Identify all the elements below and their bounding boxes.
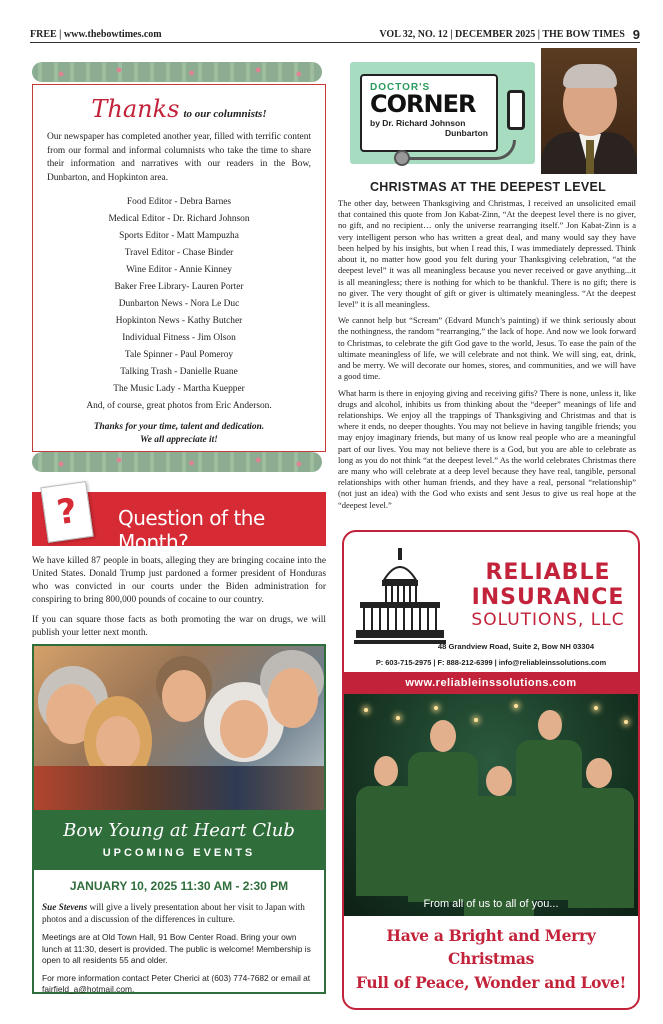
- staff-item: Wine Editor - Annie Kinney: [126, 264, 232, 275]
- article-title: CHRISTMAS AT THE DEEPEST LEVEL: [369, 180, 607, 194]
- insurance-contact: P: 603-715-2975 | F: 888-212-6399 | info@reliableinssolutions.com: [375, 658, 607, 667]
- question-title: Question of the Month?: [118, 506, 265, 554]
- page-header: [30, 26, 640, 42]
- club-speaker-text: will give a lively presentation about her visit to Japan with photos and a discussion of the differences in culture.: [42, 901, 305, 925]
- staff-item: Tale Spinner - Paul Pomeroy: [124, 349, 234, 360]
- article-body: [338, 198, 636, 516]
- staff-item: Sports Editor - Matt Mampuzha: [119, 230, 239, 241]
- doctors-label: DOCTOR'S: [370, 82, 431, 93]
- header-left: FREE | www.thebowtimes.com: [30, 28, 162, 40]
- thanks-title-small: to our columnists!: [183, 108, 267, 120]
- staff-item: Individual Fitness - Jim Olson: [122, 332, 236, 343]
- club-meeting-info: Meetings are at Old Town Hall, 91 Bow Center Road. Bring your own lunch at 11:30, desert is provided. The public is welcome! Membership is open to all residents 55 and older.: [42, 931, 311, 966]
- insurance-ad: [342, 530, 640, 1010]
- club-contact-info: For more information contact Peter Cherici at (603) 774-7682 or email at fairfield_a@hotmail.com.: [42, 972, 311, 995]
- club-ad: [32, 644, 326, 994]
- staff-item: And, of course, great photos from Eric Anderson.: [86, 400, 272, 411]
- team-photo: [344, 694, 638, 916]
- photo-caption: From all of us to all of you...: [423, 898, 559, 910]
- club-name: Bow Young at Heart Club: [63, 820, 295, 841]
- stethoscope-tube: [406, 140, 516, 160]
- question-paragraph: If you can square those facts as both promoting the war on drugs, we will publish your letter next month.: [32, 614, 326, 638]
- staff-item: Travel Editor - Chase Binder: [124, 247, 234, 258]
- staff-item: Talking Trash - Danielle Ruane: [120, 366, 238, 377]
- question-paragraph: We have killed 87 people in boats, alleging they are bringing cocaine into the United States. Donald Trump just pardoned a former president of Honduras who was convicted in our courts under the Biden administration for conspiring to bring 800,000 pounds of cocaine to our country.: [32, 556, 326, 606]
- insurance-address: 48 Grandview Road, Suite 2, Bow NH 03304: [437, 642, 595, 651]
- club-subtitle: UPCOMING EVENTS: [102, 847, 256, 859]
- staff-item: Medical Editor - Dr. Richard Johnson: [108, 213, 250, 224]
- thanks-closing-line-2: We all appreciate it!: [140, 434, 218, 445]
- stethoscope-disk: [394, 150, 410, 166]
- page-number: 9: [632, 26, 640, 42]
- author-portrait: [541, 48, 637, 174]
- staff-item: The Music Lady - Martha Kuepper: [113, 383, 245, 394]
- garland-top: [32, 62, 322, 82]
- staff-list: [47, 194, 311, 415]
- staff-item: Food Editor - Debra Barnes: [126, 196, 232, 207]
- thanks-title-big: Thanks: [91, 95, 180, 123]
- club-photo: [34, 646, 324, 810]
- header-right-group: [379, 27, 640, 42]
- corner-label: CORNER: [370, 90, 476, 118]
- thanks-heading: [47, 95, 311, 123]
- club-speaker-name: Sue Stevens: [42, 901, 88, 912]
- thanks-box: [32, 84, 326, 452]
- holiday-greeting: [344, 924, 638, 994]
- greeting-line-2: Full of Peace, Wonder and Love!: [356, 972, 626, 992]
- club-speaker-paragraph: [42, 901, 316, 926]
- article-paragraph: What harm is there in enjoying giving and receiving gifts? There is none, unless it, like drugs and alcohol, inhibits us from thinking about the “deeper” meanings of life and relationships. We enjoy all the trappings of Thanksgiving and Christmas and that is where it ends, no deeper thoughts. You may not believe in having tangible friends; you may enjoy imaginary friends, but many of us know real people who are a meaningful part of our lives. You may not believe there is a God, but you are able to celebrate as long as you do not think “at the deepest level.” As the world celebrates Christmas there are many who will celebrate at a deep level because they have real, tangible, personal relationships with other human friends, and they have a real, personal “relationship” (not just an idea) with the God who exists and sent Jesus to give us real hope at the “deepest level.”: [338, 387, 636, 510]
- garland-bottom: [32, 452, 322, 472]
- header-right: VOL 32, NO. 12 | DECEMBER 2025 | THE BOW TIMES: [379, 28, 625, 40]
- question-mark-icon: ?: [40, 481, 93, 543]
- thanks-closing-line-1: Thanks for your time, talent and dedication.: [93, 421, 265, 432]
- doctor-byline: by Dr. Richard Johnson: [370, 118, 466, 128]
- brand-line-1: RELIABLE: [485, 560, 611, 585]
- thanks-intro: Our newspaper has completed another year, filled with terrific content from our formal and informal columnists who take the time to share their information and narratives with our readers in the Bow, Dunbarton, and Hopkinton area.: [47, 132, 311, 183]
- thanks-closing: [47, 421, 311, 447]
- doctor-town: Dunbarton: [445, 128, 488, 138]
- stethoscope-icon: [507, 90, 525, 130]
- doctors-corner-logo: [350, 62, 535, 164]
- header-rule: [30, 42, 640, 43]
- brand-line-2: INSURANCE: [471, 585, 625, 610]
- article-paragraph: We cannot help but “Scream” (Edvard Munch’s painting) if we think seriously about the nothingness, the random “rearranging,” the lack of hope. And now we look forward to Christmas, to celebrate the gift God gave to the world, Jesus. To ease the pain of the ultimate meaningless of life, we will celebrate and not think. We will sing, eat, drink, and be merry. We will decorate our homes, stores, and communities, and we will have a good time.: [338, 315, 636, 382]
- staff-item: Dunbarton News - Nora Le Duc: [118, 298, 240, 309]
- club-event-date: JANUARY 10, 2025 11:30 AM - 2:30 PM: [69, 879, 289, 893]
- question-banner: [32, 490, 326, 554]
- club-body: [34, 870, 324, 1010]
- staff-item: Hopkinton News - Kathy Butcher: [115, 315, 243, 326]
- greeting-line-1: Have a Bright and Merry Christmas: [386, 926, 596, 969]
- insurance-brand: [460, 560, 636, 630]
- brand-line-3: SOLUTIONS, LLC: [471, 610, 625, 630]
- capitol-icon: [354, 546, 446, 650]
- question-text: [32, 555, 326, 646]
- insurance-url[interactable]: www.reliableinssolutions.com: [344, 672, 638, 694]
- club-banner: [34, 810, 324, 870]
- article-paragraph: The other day, between Thanksgiving and Christmas, I received an unsolicited email that contained this quote from Jon Kabat-Zinn, “At the deepest level there is no giver, no gift, and no recipient… only the universe rearranging itself.” Jon Kabat-Zinn is a very intelligent person who has written a great deal, and many would say they have been helped by his insights, but when I read this, I was immediately depressed. Think about it, no matter how good you felt during your Thanksgiving celebration, “at the deepest level” it was all meaningless because you never received or gave anything...it is all meaningless; there is nothing for which to be thankful. There is no gift; there is no giver. The very thought of gift or giver is ultimately meaningless. “At the deepest level” it is all meaningless.: [338, 198, 636, 309]
- staff-item: Baker Free Library- Lauren Porter: [114, 281, 244, 292]
